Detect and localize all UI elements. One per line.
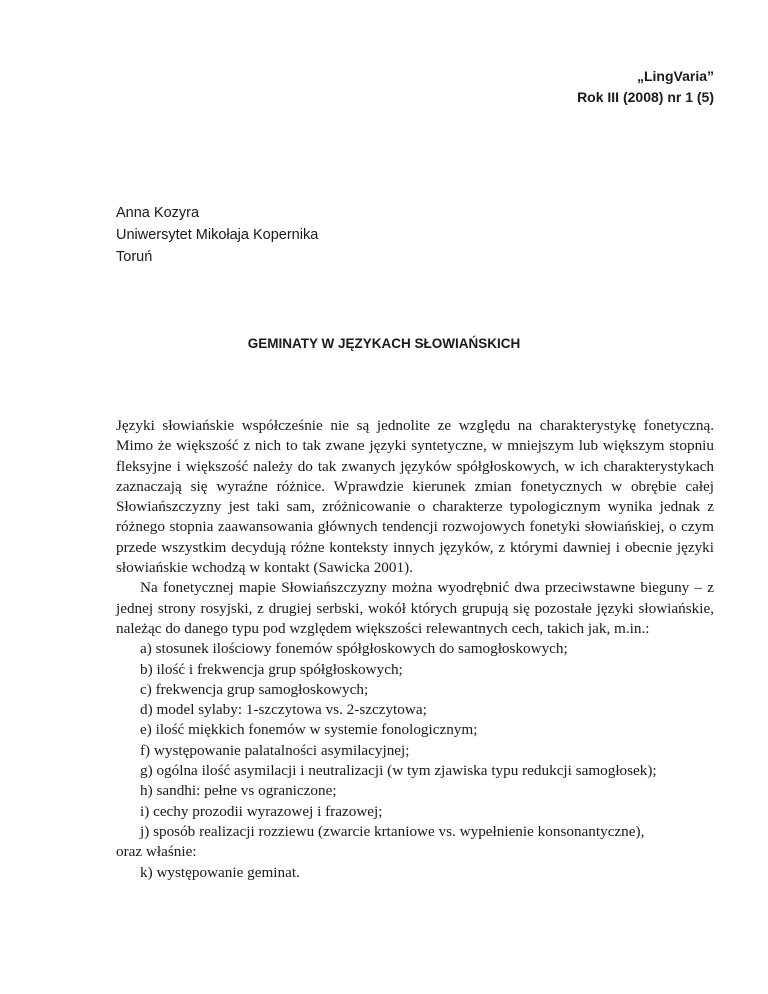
list-item: e) ilość miękkich fonemów w systemie fonologicznym; [140, 721, 478, 739]
list-item: d) model sylaby: 1-szczytowa vs. 2-szczytowa; [140, 701, 427, 719]
article-body [116, 416, 714, 883]
paragraph-2: Na fonetycznej mapie Słowiańszczyzny można wyodrębnić dwa przeciwstawne bieguny – z jednej strony rosyjski, z drugiej serbski, wokół których grupują się pozostałe języki słowiańskie, należąc do danego typu pod względem większości relewantnych cech, takich jak, m.in.: [116, 579, 714, 637]
author-name: Anna Kozyra [116, 205, 200, 221]
final-list [116, 863, 714, 883]
author-affiliation: Uniwersytet Mikołaja Kopernika [116, 227, 319, 243]
feature-list [116, 639, 714, 842]
list-item: a) stosunek ilościowy fonemów spółgłoskowych do samogłoskowych; [140, 640, 568, 658]
article-title: GEMINATY W JĘZYKACH SŁOWIAŃSKICH [247, 336, 521, 351]
list-item: c) frekwencja grup samogłoskowych; [140, 680, 369, 698]
list-item: k) występowanie geminat. [140, 863, 300, 881]
paragraph-1: Języki słowiańskie współcześnie nie są jednolite ze względu na charakterystykę fonetyczną. Mimo że większość z nich to tak zwane języki syntetyczne, w mniejszym lub większym stopniu fleksyjne i większość należy do tak zwanych języków spółgłoskowych, w ich charakterystykach zaznaczają się wyraźne różnice. Wprawdzie kierunek zmian fonetycznych w obrębie całej Słowiańszczyzny jest taki sam, zróżnicowanie o charakterze typologicznym wynika jednak z różnego stopnia zaawansowania głównych tendencji rozwojowych fonetyki słowiańskiej, o czym przede wszystkim decydują różne konteksty innych języków, z którymi dawniej i obecnie języki słowiańskie wchodzą w kontakt (Sawicka 2001). [116, 417, 714, 577]
author-block [116, 202, 318, 268]
list-item: i) cechy prozodii wyrazowej i frazowej; [140, 802, 383, 820]
journal-name: „LingVaria” [636, 68, 714, 84]
list-item: b) ilość i frekwencja grup spółgłoskowych; [140, 660, 403, 678]
author-city: Toruń [116, 249, 153, 265]
list-item: h) sandhi: pełne vs ograniczone; [140, 782, 337, 800]
list-connector: oraz właśnie: [116, 843, 197, 861]
journal-header [577, 66, 714, 108]
list-item: f) występowanie palatalności asymilacyjnej; [140, 741, 410, 759]
list-item: j) sposób realizacji rozziewu (zwarcie krtaniowe vs. wypełnienie konsonantyczne), [140, 822, 645, 840]
journal-issue: Rok III (2008) nr 1 (5) [577, 89, 714, 105]
list-item: g) ogólna ilość asymilacji i neutralizacji (w tym zjawiska typu redukcji samogłosek); [140, 762, 657, 780]
